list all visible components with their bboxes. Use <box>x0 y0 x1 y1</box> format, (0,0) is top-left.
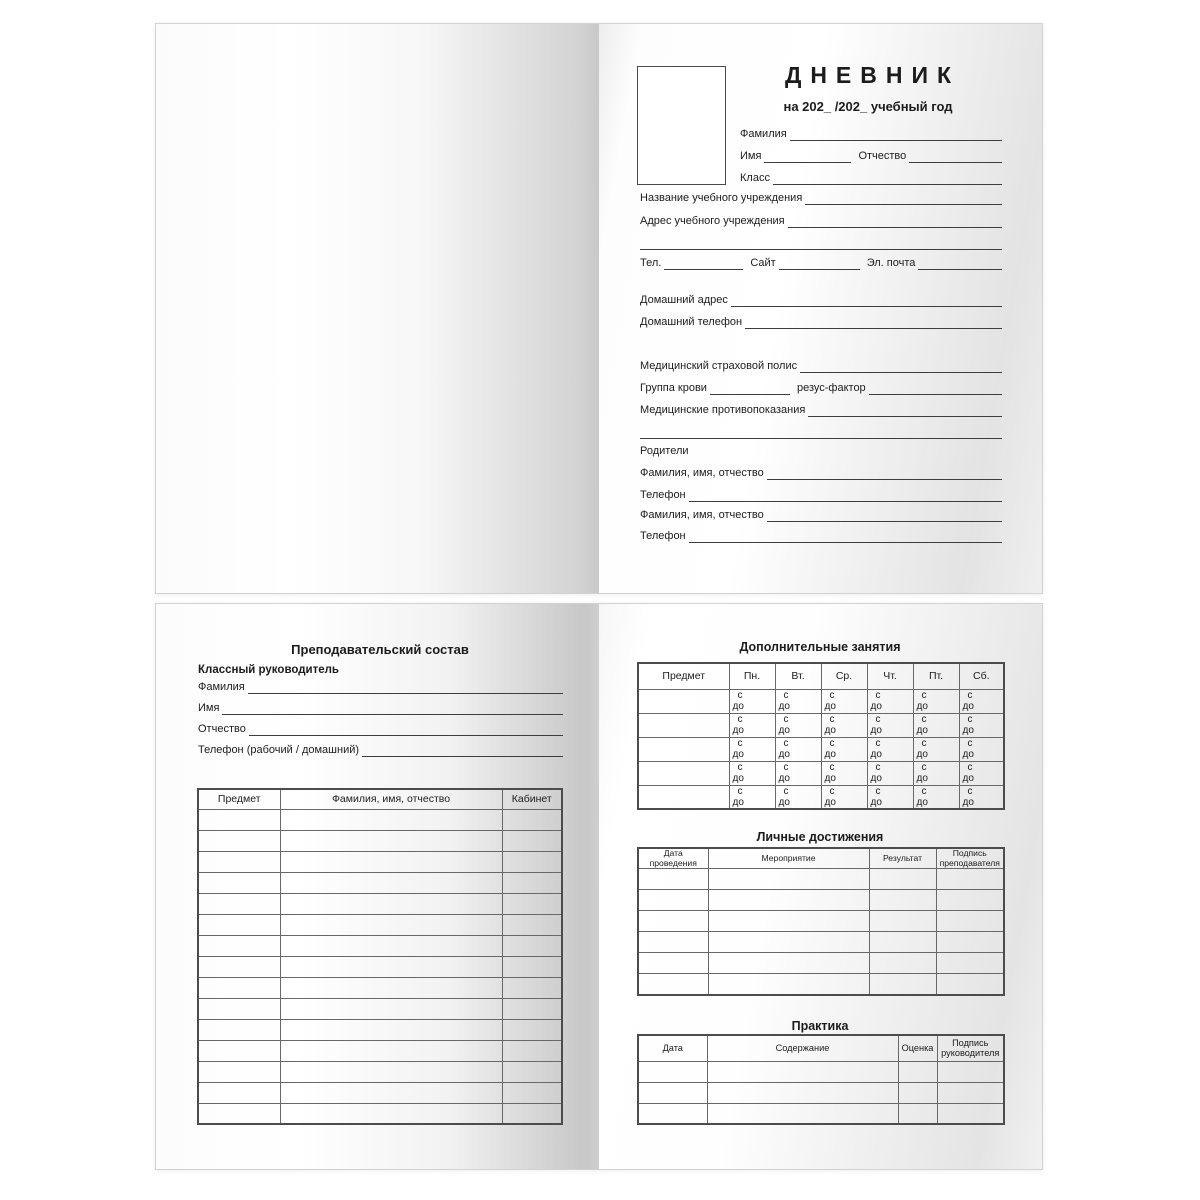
schedule-cell: с до <box>959 737 1004 761</box>
blank-line <box>909 149 1002 163</box>
blank-line <box>640 425 1002 439</box>
blank-line <box>767 466 1002 480</box>
field-med-contraindications <box>640 403 1002 417</box>
empty-cell <box>280 809 502 830</box>
empty-cell <box>198 977 280 998</box>
schedule-cell: с до <box>867 761 913 785</box>
parents-section-label <box>640 445 1002 458</box>
empty-cell <box>898 1103 937 1124</box>
empty-cell <box>707 1082 898 1103</box>
table-row <box>198 935 562 956</box>
empty-cell <box>708 953 869 974</box>
empty-cell <box>198 1040 280 1061</box>
field-label: Медицинские противопоказания <box>640 404 806 416</box>
achievements-title: Личные достижения <box>756 830 884 844</box>
empty-cell <box>708 911 869 932</box>
field-parent1-phone <box>640 488 1002 502</box>
field-parent2-name <box>640 508 1002 522</box>
field-label: Медицинский страховой полис <box>640 360 798 372</box>
empty-cell <box>869 890 936 911</box>
table-row <box>198 851 562 872</box>
empty-cell <box>198 1019 280 1040</box>
blank-line <box>710 381 790 395</box>
blank-line <box>249 722 563 736</box>
empty-cell <box>638 689 729 713</box>
empty-cell <box>502 914 562 935</box>
empty-cell <box>638 953 708 974</box>
field-blood-group <box>640 381 1002 395</box>
schedule-cell: с до <box>821 785 867 809</box>
blank-line <box>805 191 1002 205</box>
col-header-mon: Пн. <box>729 663 775 689</box>
col-header-sat: Сб. <box>959 663 1004 689</box>
schedule-cell: с до <box>821 761 867 785</box>
empty-cell <box>936 890 1004 911</box>
empty-cell <box>280 893 502 914</box>
field-teacher-phone <box>198 743 563 757</box>
empty-cell <box>280 1082 502 1103</box>
table-row <box>198 1103 562 1124</box>
empty-cell <box>638 974 708 995</box>
section-label: Классный руководитель <box>198 664 340 676</box>
empty-cell <box>198 809 280 830</box>
table-row <box>198 872 562 893</box>
extra-classes-table <box>637 662 1005 810</box>
field-label: Имя <box>198 702 220 714</box>
blank-line <box>869 381 1002 395</box>
blank-line <box>808 403 1002 417</box>
schedule-cell: с до <box>959 761 1004 785</box>
table-row <box>638 911 1004 932</box>
field-label: Телефон <box>640 489 686 501</box>
empty-cell <box>502 1103 562 1124</box>
empty-cell <box>869 932 936 953</box>
blank-line <box>689 488 1002 502</box>
empty-cell <box>707 1103 898 1124</box>
table-row <box>198 809 562 830</box>
empty-cell <box>638 1103 707 1124</box>
field-label: Родители <box>640 445 689 457</box>
field-label: Эл. почта <box>866 257 916 269</box>
field-grade <box>740 171 1002 185</box>
col-header-subject: Предмет <box>198 789 280 809</box>
empty-cell <box>936 869 1004 890</box>
table-row <box>198 893 562 914</box>
blank-line <box>918 256 1002 270</box>
empty-cell <box>638 932 708 953</box>
blank-line <box>222 701 563 715</box>
header-row <box>198 789 562 809</box>
field-label: Группа крови <box>640 382 707 394</box>
empty-cell <box>707 1061 898 1082</box>
empty-cell <box>502 977 562 998</box>
schedule-cell: с до <box>913 713 959 737</box>
col-header-room: Кабинет <box>502 789 562 809</box>
col-header-content: Содержание <box>707 1035 898 1061</box>
empty-cell <box>280 872 502 893</box>
col-header-subject: Предмет <box>638 663 729 689</box>
empty-cell <box>708 869 869 890</box>
empty-cell <box>708 932 869 953</box>
empty-cell <box>280 1061 502 1082</box>
blank-line <box>248 680 563 694</box>
table-row <box>198 956 562 977</box>
empty-cell <box>502 1082 562 1103</box>
table-row <box>638 890 1004 911</box>
table-row <box>638 932 1004 953</box>
field-label: Адрес учебного учреждения <box>640 215 785 227</box>
field-parent1-name <box>640 466 1002 480</box>
blank-line <box>790 127 1002 141</box>
table-row <box>638 1103 1004 1124</box>
empty-cell <box>198 893 280 914</box>
field-label: Тел. <box>640 257 662 269</box>
table-row <box>638 785 1004 809</box>
empty-cell <box>708 974 869 995</box>
empty-cell <box>198 1061 280 1082</box>
empty-cell <box>502 893 562 914</box>
schedule-cell: с до <box>867 713 913 737</box>
table-row <box>198 1061 562 1082</box>
col-header-result: Результат <box>869 848 936 869</box>
col-header-signature: Подпись преподавателя <box>936 848 1004 869</box>
page-title: Преподавательский состав <box>291 642 469 657</box>
empty-cell <box>869 953 936 974</box>
empty-cell <box>869 974 936 995</box>
field-label: Фамилия <box>740 128 787 140</box>
table-row <box>198 998 562 1019</box>
blank-line <box>731 293 1002 307</box>
schedule-cell: с до <box>729 689 775 713</box>
col-header-signature: Подпись руководителя <box>937 1035 1004 1061</box>
empty-cell <box>280 830 502 851</box>
empty-cell <box>898 1082 937 1103</box>
empty-cell <box>936 974 1004 995</box>
empty-cell <box>280 956 502 977</box>
empty-cell <box>198 935 280 956</box>
col-header-teacher-name: Фамилия, имя, отчество <box>280 789 502 809</box>
field-med-policy <box>640 359 1002 373</box>
empty-cell <box>638 890 708 911</box>
field-home-address <box>640 293 1002 307</box>
schedule-cell: с до <box>913 761 959 785</box>
field-label: Домашний адрес <box>640 294 728 306</box>
empty-cell <box>198 1103 280 1124</box>
diary-title: ДНЕВНИК <box>784 62 961 88</box>
empty-cell <box>502 809 562 830</box>
extras-page <box>599 604 1042 1169</box>
blank-line <box>788 214 1002 228</box>
table-row <box>638 689 1004 713</box>
field-label: Сайт <box>750 257 776 269</box>
field-label: резус-фактор <box>796 382 866 394</box>
schedule-cell: с до <box>729 737 775 761</box>
table-row <box>638 953 1004 974</box>
field-school-name <box>640 191 1002 205</box>
table-row <box>198 914 562 935</box>
empty-cell <box>502 851 562 872</box>
empty-cell <box>638 761 729 785</box>
col-header-wed: Ср. <box>821 663 867 689</box>
table-row <box>198 977 562 998</box>
field-med-contraindications-line2 <box>640 425 1002 439</box>
field-label: Отчество <box>198 723 246 735</box>
empty-cell <box>936 911 1004 932</box>
blank-line <box>664 256 743 270</box>
field-teacher-surname <box>198 680 563 694</box>
achievements-table <box>637 847 1005 996</box>
empty-cell <box>638 1082 707 1103</box>
field-contacts <box>640 256 1002 270</box>
empty-cell <box>869 869 936 890</box>
blank-page <box>156 24 599 593</box>
empty-cell <box>280 1040 502 1061</box>
empty-cell <box>937 1061 1004 1082</box>
empty-cell <box>198 872 280 893</box>
field-label: Фамилия, имя, отчество <box>640 509 764 521</box>
bottom-spread <box>155 603 1043 1170</box>
empty-cell <box>638 911 708 932</box>
header-row <box>638 663 1004 689</box>
schedule-cell: с до <box>821 689 867 713</box>
blank-line <box>640 236 1002 250</box>
schedule-cell: с до <box>913 785 959 809</box>
schedule-cell: с до <box>775 785 821 809</box>
schedule-cell: с до <box>775 737 821 761</box>
col-header-thu: Чт. <box>867 663 913 689</box>
empty-cell <box>638 785 729 809</box>
schedule-cell: с до <box>821 713 867 737</box>
diary-subtitle: на 202_ /202_ учебный год <box>783 99 953 114</box>
schedule-cell: с до <box>867 689 913 713</box>
teachers-table <box>197 788 563 1125</box>
empty-cell <box>502 1061 562 1082</box>
schedule-cell: с до <box>959 689 1004 713</box>
table-row <box>638 1082 1004 1103</box>
extra-classes-title: Дополнительные занятия <box>739 640 901 654</box>
empty-cell <box>502 1019 562 1040</box>
field-teacher-patronymic <box>198 722 563 736</box>
empty-cell <box>198 851 280 872</box>
empty-cell <box>198 830 280 851</box>
schedule-cell: с до <box>729 785 775 809</box>
empty-cell <box>280 1103 502 1124</box>
table-row <box>638 974 1004 995</box>
empty-cell <box>198 998 280 1019</box>
schedule-cell: с до <box>775 713 821 737</box>
table-row <box>638 869 1004 890</box>
schedule-cell: с до <box>913 737 959 761</box>
col-header-fri: Пт. <box>913 663 959 689</box>
empty-cell <box>280 977 502 998</box>
empty-cell <box>638 737 729 761</box>
empty-cell <box>502 998 562 1019</box>
col-header-date: Дата <box>638 1035 707 1061</box>
empty-cell <box>638 713 729 737</box>
schedule-cell: с до <box>959 785 1004 809</box>
empty-cell <box>638 1061 707 1082</box>
table-row <box>638 713 1004 737</box>
col-header-date: Дата проведения <box>638 848 708 869</box>
field-label: Домашний телефон <box>640 316 743 328</box>
field-label: Фамилия <box>198 681 245 693</box>
schedule-cell: с до <box>729 761 775 785</box>
field-label: Телефон (рабочий / домашний) <box>198 744 360 756</box>
schedule-cell: с до <box>729 713 775 737</box>
empty-cell <box>198 956 280 977</box>
photo-placeholder <box>637 66 726 185</box>
teachers-page <box>156 604 599 1169</box>
schedule-cell: с до <box>913 689 959 713</box>
empty-cell <box>937 1103 1004 1124</box>
col-header-tue: Вт. <box>775 663 821 689</box>
empty-cell <box>708 890 869 911</box>
field-school-address <box>640 214 1002 228</box>
empty-cell <box>502 935 562 956</box>
empty-cell <box>638 869 708 890</box>
blank-line <box>773 171 1002 185</box>
title-page <box>599 24 1042 593</box>
field-label: Фамилия, имя, отчество <box>640 467 764 479</box>
blank-line <box>800 359 1002 373</box>
blank-line <box>745 315 1002 329</box>
empty-cell <box>280 1019 502 1040</box>
schedule-cell: с до <box>821 737 867 761</box>
schedule-cell: с до <box>775 689 821 713</box>
empty-cell <box>280 998 502 1019</box>
table-row <box>638 761 1004 785</box>
diary-header <box>732 62 1004 114</box>
header-row <box>638 848 1004 869</box>
empty-cell <box>936 932 1004 953</box>
field-label: Название учебного учреждения <box>640 192 803 204</box>
field-parent2-phone <box>640 529 1002 543</box>
blank-line <box>689 529 1002 543</box>
table-row <box>198 1019 562 1040</box>
empty-cell <box>502 872 562 893</box>
field-surname <box>740 127 1002 141</box>
header-row <box>638 1035 1004 1061</box>
schedule-cell: с до <box>867 785 913 809</box>
table-row <box>638 737 1004 761</box>
empty-cell <box>502 830 562 851</box>
blank-line <box>779 256 860 270</box>
empty-cell <box>502 956 562 977</box>
schedule-cell: с до <box>959 713 1004 737</box>
field-label: Имя <box>740 150 762 162</box>
empty-cell <box>280 914 502 935</box>
empty-cell <box>869 911 936 932</box>
col-header-grade: Оценка <box>898 1035 937 1061</box>
field-label: Телефон <box>640 530 686 542</box>
empty-cell <box>937 1082 1004 1103</box>
practice-table <box>637 1034 1005 1125</box>
table-row <box>198 1040 562 1061</box>
field-school-address-line2 <box>640 236 1002 250</box>
col-header-event: Мероприятие <box>708 848 869 869</box>
empty-cell <box>936 953 1004 974</box>
empty-cell <box>198 914 280 935</box>
empty-cell <box>898 1061 937 1082</box>
empty-cell <box>280 851 502 872</box>
field-label: Отчество <box>858 150 907 162</box>
empty-cell <box>198 1082 280 1103</box>
empty-cell <box>502 1040 562 1061</box>
top-spread <box>155 23 1043 594</box>
blank-line <box>767 508 1002 522</box>
field-label: Класс <box>740 172 770 184</box>
field-name-patronymic <box>740 149 1002 163</box>
blank-line <box>362 743 563 757</box>
schedule-cell: с до <box>775 761 821 785</box>
practice-title: Практика <box>791 1019 849 1033</box>
table-row <box>198 1082 562 1103</box>
empty-cell <box>280 935 502 956</box>
table-row <box>198 830 562 851</box>
schedule-cell: с до <box>867 737 913 761</box>
table-row <box>638 1061 1004 1082</box>
blank-line <box>764 149 851 163</box>
field-home-phone <box>640 315 1002 329</box>
field-teacher-name <box>198 701 563 715</box>
